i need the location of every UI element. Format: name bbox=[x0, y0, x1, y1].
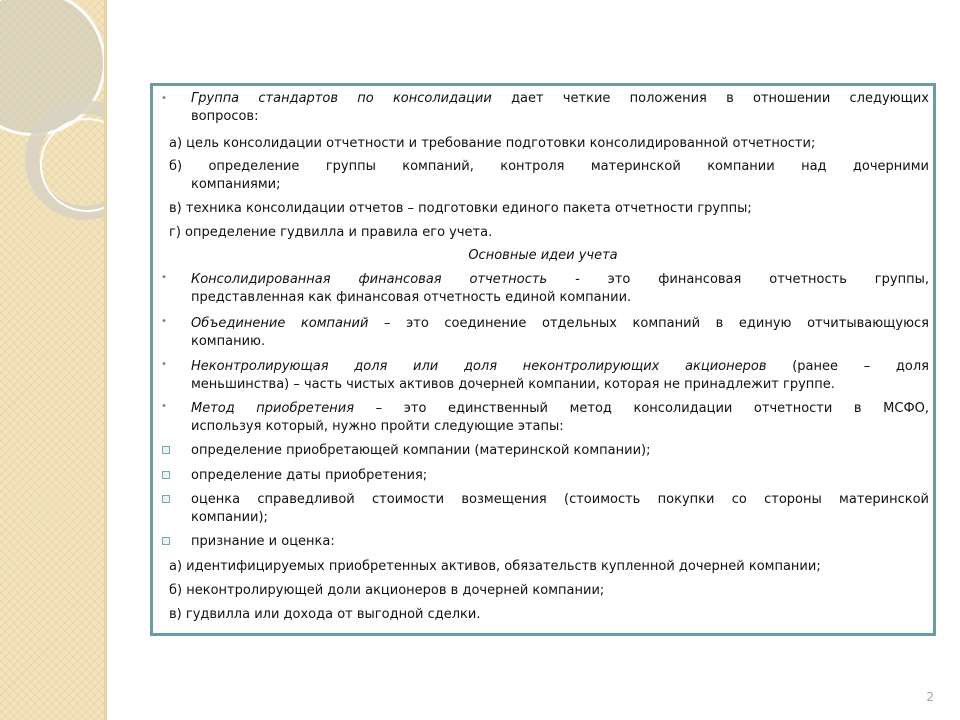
bullet-continuation: представленная как финансовая отчетность единой компании. bbox=[191, 290, 632, 305]
step-item-continuation: компании); bbox=[191, 510, 268, 525]
square-bullet-icon bbox=[162, 537, 170, 545]
square-bullet-icon bbox=[162, 495, 170, 503]
sub-item-continuation: компаниями; bbox=[191, 177, 281, 192]
section-heading: Основные идеи учета bbox=[468, 248, 618, 263]
bullet-icon: • bbox=[161, 316, 167, 327]
bullet-icon: • bbox=[161, 401, 167, 412]
bullet-text: Неконтролирующая доля или доля неконтролирующих акционеров (ранее – доля bbox=[191, 359, 929, 374]
step-item: признание и оценка: bbox=[191, 534, 335, 549]
square-bullet-icon bbox=[162, 446, 170, 454]
sub-item: г) определение гудвилла и правила его учета. bbox=[169, 225, 493, 240]
bullet-text: Метод приобретения – это единственный метод консолидации отчетности в МСФО, bbox=[191, 401, 930, 416]
sub-item: б) неконтролирующей доли акционеров в дочерней компании; bbox=[169, 583, 605, 598]
bullet-text: Объединение компаний – это соединение отдельных компаний в единую отчитывающуюся bbox=[191, 316, 930, 331]
decorative-sidebar bbox=[0, 0, 104, 720]
bullet-icon: • bbox=[161, 359, 167, 370]
bullet-continuation: компанию. bbox=[191, 334, 266, 349]
step-item: определение даты приобретения; bbox=[191, 468, 428, 483]
bullet-continuation: меньшинства) – часть чистых активов дочерней компании, которая не принадлежит группе. bbox=[191, 377, 835, 392]
bullet-icon: • bbox=[161, 272, 167, 283]
square-bullet-icon bbox=[162, 471, 170, 479]
step-item: определение приобретающей компании (материнской компании); bbox=[191, 443, 651, 458]
content-panel bbox=[150, 83, 936, 636]
sub-item: а) цель консолидации отчетности и требование подготовки консолидированной отчетности; bbox=[169, 136, 816, 151]
sub-item: в) гудвилла или дохода от выгодной сделки. bbox=[169, 607, 481, 622]
sidebar-edge bbox=[104, 0, 107, 720]
bullet-continuation: используя который, нужно пройти следующие этапы: bbox=[191, 419, 564, 434]
bullet-text: Консолидированная финансовая отчетность - это финансовая отчетность группы, bbox=[191, 272, 929, 287]
sub-item: в) техника консолидации отчетов – подготовки единого пакета отчетности группы; bbox=[169, 201, 752, 216]
page-number: 2 bbox=[926, 690, 934, 704]
bullet-continuation: вопросов: bbox=[191, 109, 259, 124]
bullet-text: Группа стандартов по консолидации дает четкие положения в отношении следующих bbox=[191, 91, 929, 106]
bullet-icon: • bbox=[161, 93, 167, 104]
sub-item: а) идентифицируемых приобретенных активов, обязательств купленной дочерней компании; bbox=[169, 559, 821, 574]
step-item: оценка справедливой стоимости возмещения (стоимость покупки со стороны материнской bbox=[191, 492, 929, 507]
sub-item: б) определение группы компаний, контроля материнской компании над дочерними bbox=[169, 159, 929, 174]
